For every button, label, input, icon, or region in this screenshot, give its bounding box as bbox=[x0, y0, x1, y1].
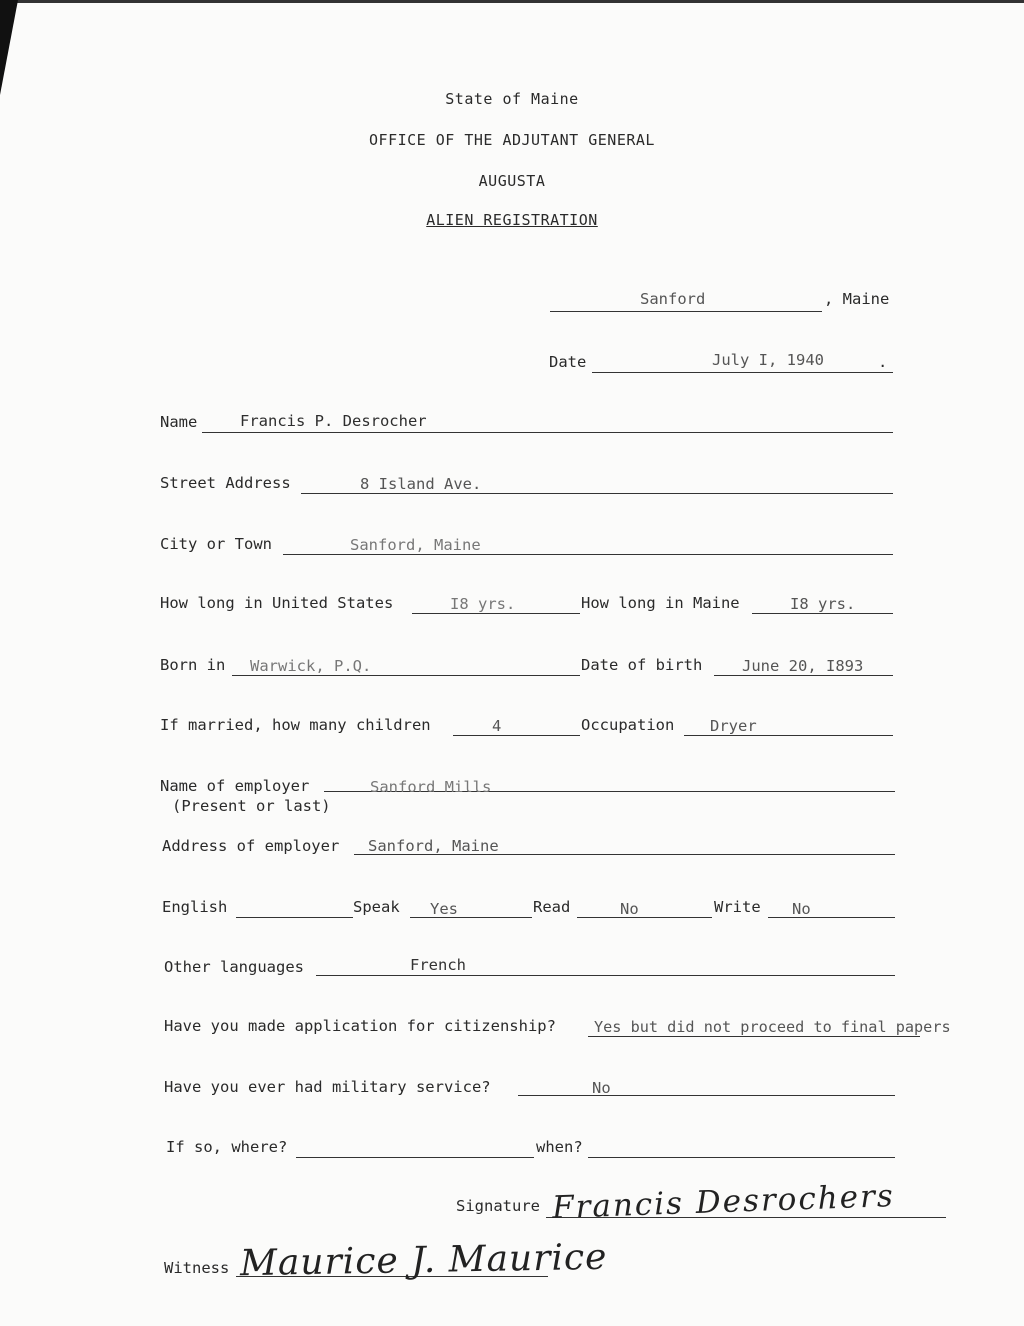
witness-label: Witness bbox=[164, 1259, 230, 1277]
witness-handwriting: Maurice J. Maurice bbox=[239, 1236, 608, 1285]
city-line bbox=[283, 554, 893, 555]
how-long-us-label: How long in United States bbox=[160, 594, 394, 612]
when-line bbox=[588, 1157, 895, 1158]
military-line bbox=[518, 1095, 895, 1096]
born-in-value: Warwick, P.Q. bbox=[250, 657, 372, 675]
how-long-maine-value: I8 yrs. bbox=[790, 595, 856, 613]
speak-value: Yes bbox=[430, 900, 458, 918]
date-value: July I, 1940 bbox=[712, 351, 824, 369]
occupation-label: Occupation bbox=[581, 716, 675, 734]
born-row bbox=[0, 656, 1024, 680]
other-languages-line bbox=[316, 975, 895, 976]
where-label: If so, where? bbox=[166, 1138, 288, 1156]
born-in-label: Born in bbox=[160, 656, 226, 674]
citizenship-label: Have you made application for citizenship? bbox=[164, 1017, 556, 1035]
scan-corner-shadow bbox=[0, 0, 18, 95]
other-languages-row bbox=[0, 958, 1024, 982]
citizenship-line bbox=[588, 1036, 920, 1037]
street-row bbox=[0, 474, 1024, 498]
citizenship-value: Yes but did not proceed to final papers bbox=[594, 1018, 951, 1036]
citizenship-row bbox=[0, 1017, 1024, 1041]
name-label: Name bbox=[160, 413, 198, 431]
name-value: Francis P. Desrocher bbox=[240, 412, 427, 430]
children-row bbox=[0, 716, 1024, 740]
employer-value: Sanford Mills bbox=[370, 778, 492, 796]
employer-row bbox=[0, 777, 1024, 819]
how-long-maine-line bbox=[752, 613, 893, 614]
employer-sublabel: (Present or last) bbox=[172, 797, 331, 815]
how-long-maine-label: How long in Maine bbox=[581, 594, 740, 612]
english-row bbox=[0, 898, 1024, 922]
signature-label: Signature bbox=[456, 1197, 540, 1215]
read-line bbox=[577, 917, 712, 918]
place-line bbox=[550, 311, 822, 312]
children-value: 4 bbox=[492, 717, 502, 735]
date-of-birth-value: June 20, I893 bbox=[742, 657, 864, 675]
where-line bbox=[296, 1157, 534, 1158]
occupation-value: Dryer bbox=[710, 717, 757, 735]
witness-row bbox=[0, 1236, 1024, 1308]
signature-row bbox=[0, 1178, 1024, 1230]
employer-address-value: Sanford, Maine bbox=[368, 837, 499, 855]
speak-label: Speak bbox=[353, 898, 400, 916]
scan-top-edge bbox=[0, 0, 1024, 3]
employer-label: Name of employer bbox=[160, 777, 310, 795]
how-long-row bbox=[0, 594, 1024, 618]
header-office: OFFICE OF THE ADJUTANT GENERAL bbox=[369, 131, 655, 149]
place-suffix: , Maine bbox=[824, 290, 890, 308]
when-label: when? bbox=[536, 1138, 583, 1156]
employer-address-row bbox=[0, 837, 1024, 861]
how-long-us-value: I8 yrs. bbox=[450, 595, 516, 613]
place-row bbox=[0, 290, 1024, 314]
read-value: No bbox=[620, 900, 639, 918]
city-label: City or Town bbox=[160, 535, 272, 553]
military-row bbox=[0, 1078, 1024, 1102]
read-label: Read bbox=[533, 898, 571, 916]
form-title-text: ALIEN REGISTRATION bbox=[426, 211, 598, 229]
other-languages-value: French bbox=[410, 956, 466, 974]
children-line bbox=[453, 735, 580, 736]
street-label: Street Address bbox=[160, 474, 291, 492]
how-long-us-line bbox=[412, 613, 580, 614]
date-line bbox=[592, 372, 893, 373]
header-city: AUGUSTA bbox=[478, 172, 546, 190]
date-label: Date bbox=[549, 353, 587, 371]
date-of-birth-line bbox=[714, 675, 893, 676]
write-label: Write bbox=[714, 898, 761, 916]
speak-line bbox=[410, 917, 532, 918]
form-title bbox=[0, 211, 1024, 229]
city-row bbox=[0, 535, 1024, 559]
header-state: State of Maine bbox=[445, 90, 579, 108]
name-row bbox=[0, 413, 1024, 437]
place-value: Sanford bbox=[640, 290, 706, 308]
street-line bbox=[301, 493, 893, 494]
city-value: Sanford, Maine bbox=[350, 536, 481, 554]
date-end: . bbox=[878, 353, 888, 371]
write-line bbox=[768, 917, 895, 918]
name-line bbox=[202, 432, 893, 433]
occupation-line bbox=[684, 735, 893, 736]
write-value: No bbox=[792, 900, 811, 918]
where-row bbox=[0, 1138, 1024, 1162]
other-languages-label: Other languages bbox=[164, 958, 304, 976]
signature-handwriting: Francis Desrochers bbox=[551, 1178, 896, 1226]
employer-address-label: Address of employer bbox=[162, 837, 340, 855]
date-row bbox=[0, 353, 1024, 377]
english-line bbox=[236, 917, 353, 918]
children-label: If married, how many children bbox=[160, 716, 431, 734]
english-label: English bbox=[162, 898, 228, 916]
date-of-birth-label: Date of birth bbox=[581, 656, 703, 674]
born-in-line bbox=[232, 675, 580, 676]
military-value: No bbox=[592, 1079, 611, 1097]
military-label: Have you ever had military service? bbox=[164, 1078, 491, 1096]
street-value: 8 Island Ave. bbox=[360, 475, 482, 493]
